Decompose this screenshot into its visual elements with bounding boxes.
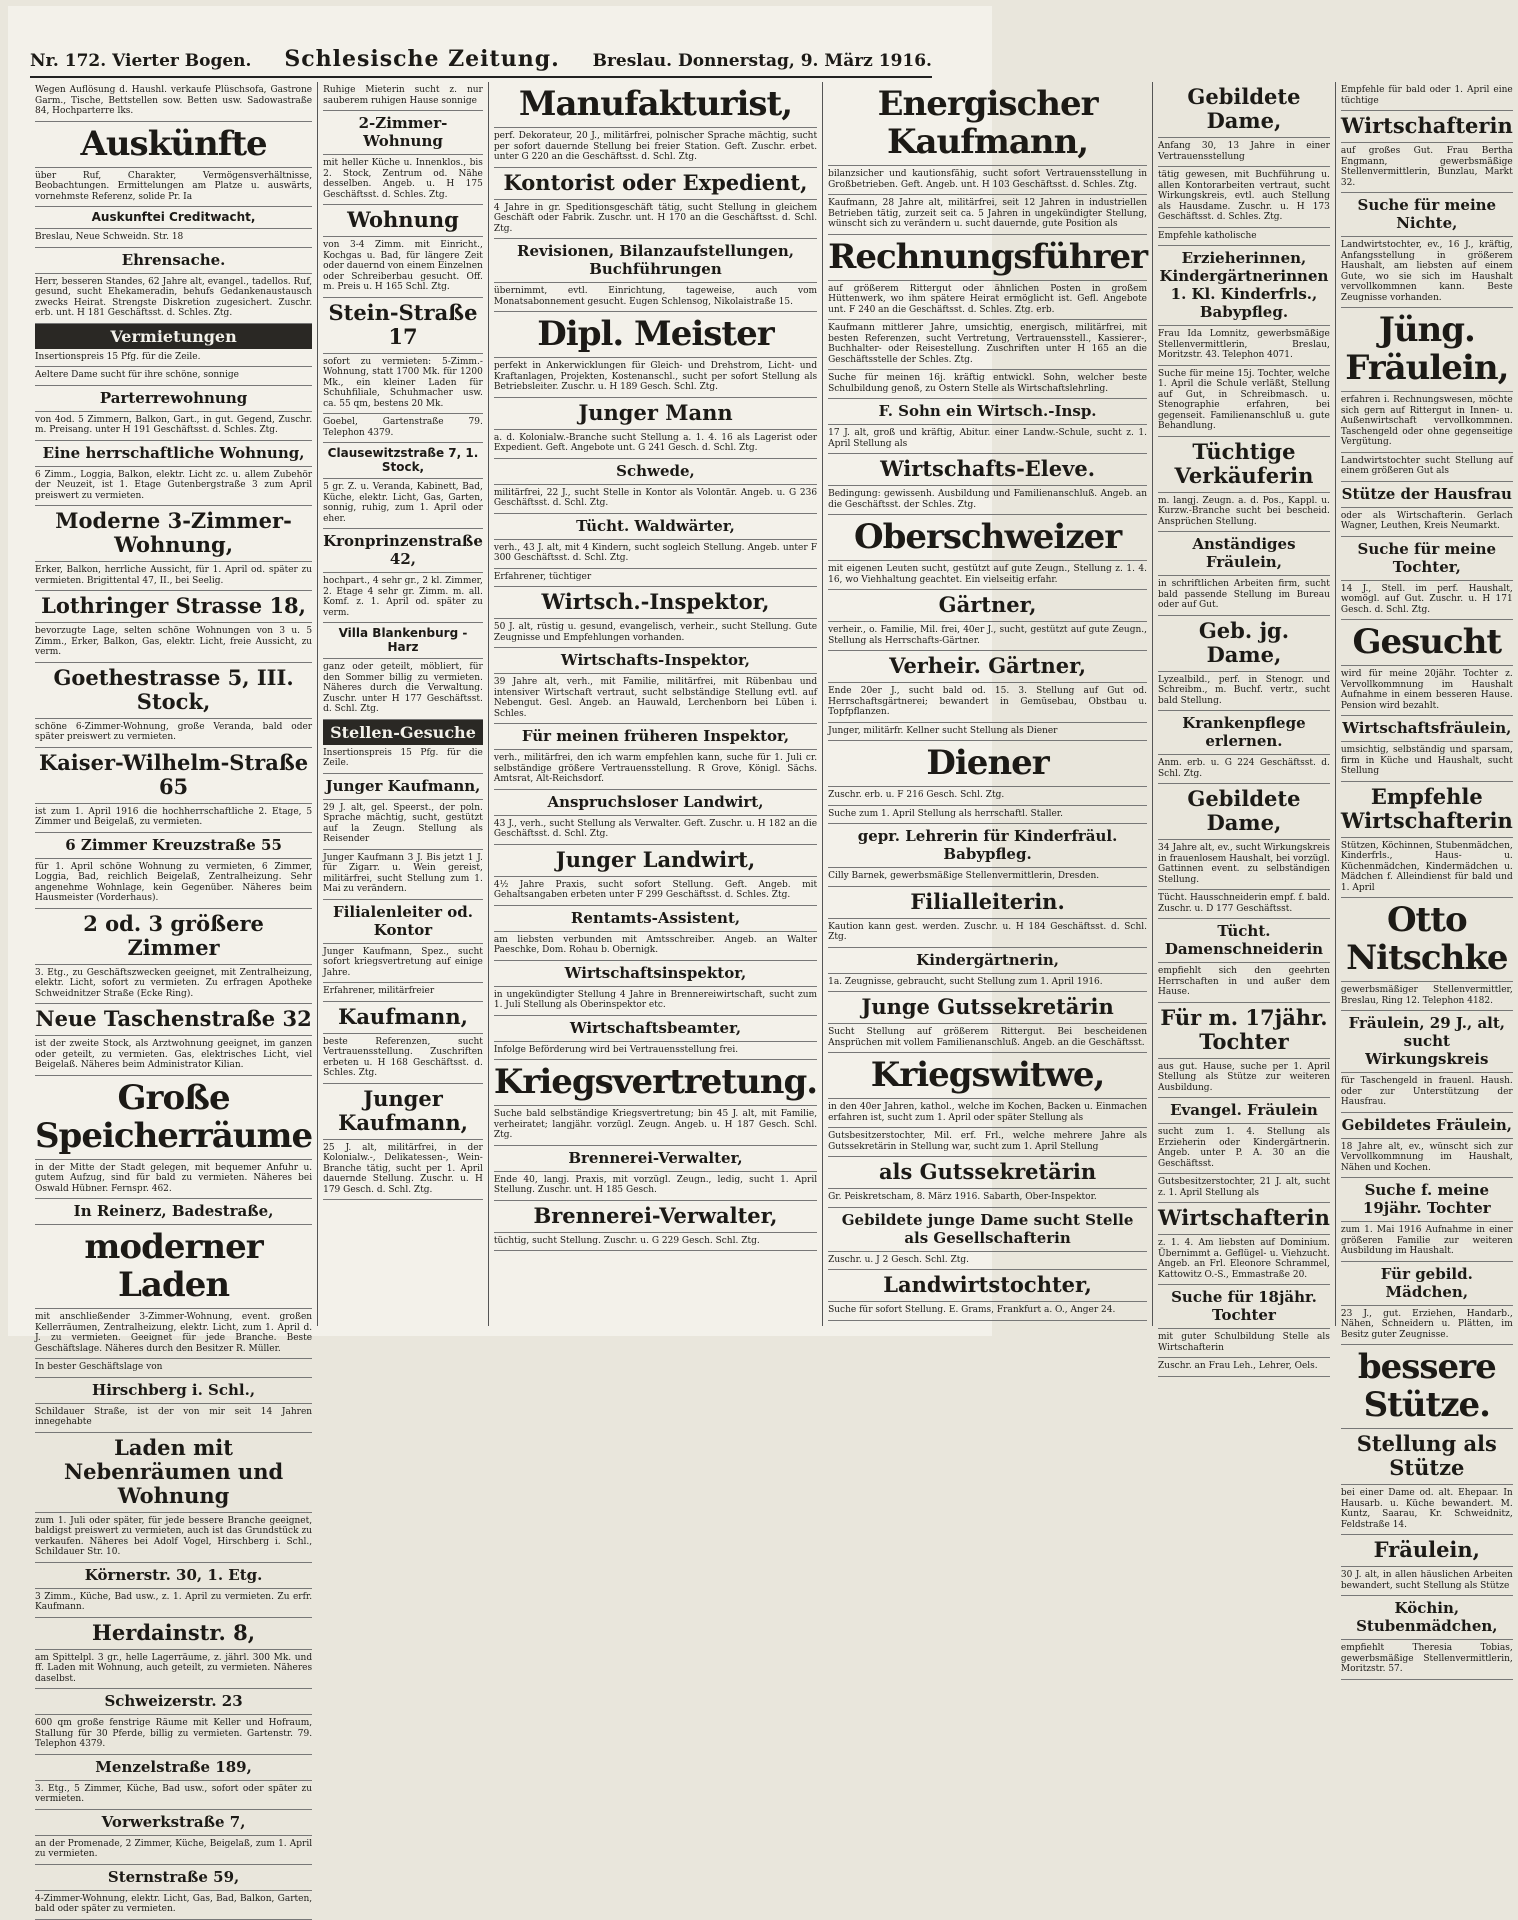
ad-text: Zuschr. u. J 2 Gesch. Schl. Ztg. (828, 1252, 1147, 1271)
ad-headline: Geb. jg. Dame, (1158, 616, 1330, 672)
ad-headline: In Reinerz, Badestraße, (35, 1199, 312, 1225)
ad-text: bevorzugte Lage, selten schöne Wohnungen von 3 u. 5 Zimm., Erker, Balkon, Gas, elektr. Licht, freie Aussicht, zu verm. (35, 623, 312, 663)
ad-headline: Schwede, (494, 459, 817, 485)
ad-text: übernimmt, evtl. Einrichtung, tageweise, auch vom Monatsabonnement gesucht. Eugen Schlensog, Nikolaistraße 15. (494, 283, 817, 312)
ad-headline: Gärtner, (828, 590, 1147, 622)
ad-text: 3. Etg., zu Geschäftszwecken geeignet, mit Zentralheizung, elektr. Licht, sofort zu vermieten. Zu erfragen Apotheke Schweidnitzer Straße (Ecke Ring). (35, 965, 312, 1005)
ad-text: gewerbsmäßiger Stellenvermittler, Breslau, Ring 12. Telephon 4182. (1341, 982, 1513, 1011)
ad-text: sofort zu vermieten: 5-Zimm.-Wohnung, statt 1700 Mk. für 1200 Mk., ein kleiner Laden für Schuhfiliale, Schuhmacher usw. ca. 55 qm, bestens 20 Mk. (323, 354, 483, 415)
ad-text: Ruhige Mieterin sucht z. nur sauberem ruhigen Hause sonnige (323, 82, 483, 111)
ad-headline: Filialenleiter od. Kontor (323, 900, 483, 944)
ad-text: 3 Zimm., Küche, Bad usw., z. 1. April zu vermieten. Zu erfr. Kaufmann. (35, 1589, 312, 1618)
ad-text: Aeltere Dame sucht für ihre schöne, sonnige (35, 367, 312, 386)
ad-text: tätig gewesen, mit Buchführung u. allen Kontorarbeiten vertraut, sucht Wirkungskreis, evtl. auch Stellung als Hausdame. Zuschr. u. H 173 Geschäftsst. d. Schles. Ztg. (1158, 167, 1330, 228)
ad-text: Suche für meinen 16j. kräftig entwickl. Sohn, welcher beste Schulbildung genoß, zu Ostern Stelle als Wirtschaftslehrling. (828, 370, 1147, 399)
ad-text: Schildauer Straße, ist der von mir seit 14 Jahren innegehabte (35, 1404, 312, 1433)
ad-text: a. d. Kolonialw.-Branche sucht Stellung a. 1. 4. 16 als Lagerist oder Expedient. Geft. Angebote unt. G 241 Gesch. d. Schl. Ztg. (494, 430, 817, 459)
ad-text: Erfahrener, tüchtiger (494, 569, 817, 588)
ad-headline: Krankenpflege erlernen. (1158, 711, 1330, 755)
ad-text: zum 1. Mai 1916 Aufnahme in einer größeren Familie zur weiteren Ausbildung im Haushalt. (1341, 1222, 1513, 1262)
ad-text: 4 Jahre in gr. Speditionsgeschäft tätig, sucht Stellung in gleichem Geschäft oder Fabrik. Zuschr. unt. H 170 an die Geschäftsst. d. Schl. Ztg. (494, 200, 817, 240)
ad-headline: Manufakturist, (494, 82, 817, 128)
ad-headline: Neue Taschenstraße 32 (35, 1004, 312, 1036)
ad-text: Zuschr. an Frau Leh., Lehrer, Oels. (1158, 1358, 1330, 1377)
newspaper-page (8, 6, 1513, 1914)
ad-headline: Rentamts-Assistent, (494, 906, 817, 932)
ad-text: Insertionspreis 15 Pfg. für die Zeile. (35, 349, 312, 368)
ad-headline: F. Sohn ein Wirtsch.-Insp. (828, 399, 1147, 425)
ad-headline: Jüng. Fräulein, (1341, 308, 1513, 392)
ad-text: 30 J. alt, in allen häuslichen Arbeiten bewandert, sucht Stellung als Stütze (1341, 1567, 1513, 1596)
ad-headline: Gesucht (1341, 620, 1513, 666)
ad-headline: Eine herrschaftliche Wohnung, (35, 441, 312, 467)
ad-headline: Schweizerstr. 23 (35, 1689, 312, 1715)
ad-headline: Tüchtige Verkäuferin (1158, 437, 1330, 493)
ad-text: Suche zum 1. April Stellung als herrschaftl. Staller. (828, 806, 1147, 825)
ad-headline: Menzelstraße 189, (35, 1755, 312, 1781)
ad-text: z. 1. 4. Am liebsten auf Dominium. Übernimmt a. Geflügel- u. Viehzucht. Angeb. an Frl. Eleonore Schrammel, Kattowitz O.-S., Emmastraße 20. (1158, 1235, 1330, 1285)
ad-text: Junger, militärfr. Kellner sucht Stellung als Diener (828, 723, 1147, 742)
ad-text: Zuschr. erb. u. F 216 Gesch. Schl. Ztg. (828, 787, 1147, 806)
ad-headline: Kaiser-Wilhelm-Straße 65 (35, 748, 312, 804)
ad-text: umsichtig, selbständig und sparsam, firm in Küche und Haushalt, sucht Stellung (1341, 742, 1513, 782)
ad-text: Infolge Beförderung wird bei Vertrauensstellung frei. (494, 1042, 817, 1061)
ad-headline: Villa Blankenburg - Harz (323, 623, 483, 659)
ad-text: ist zum 1. April 1916 die hochherrschaftliche 2. Etage, 5 Zimmer und Beigelaß, zu vermieten. (35, 804, 312, 833)
ad-text: mit heller Küche u. Innenklos., bis 2. Stock, Zentrum od. Nähe desselben. Angeb. u. H 175 Geschäftsst. d. Schles. Ztg. (323, 155, 483, 205)
ad-headline: Kriegswitwe, (828, 1053, 1147, 1099)
ad-text: empfiehlt sich den geehrten Herrschaften in und außer dem Hause. (1158, 963, 1330, 1003)
ad-headline: Gebildete Dame, (1158, 82, 1330, 138)
ad-headline: Suche für meine Tochter, (1341, 537, 1513, 581)
ad-text: Kaution kann gest. werden. Zuschr. u. H 184 Geschäftsst. d. Schl. Ztg. (828, 919, 1147, 948)
ad-text: 4-Zimmer-Wohnung, elektr. Licht, Gas, Bad, Balkon, Garten, bald oder später zu vermieten. (35, 1891, 312, 1920)
dateline: Breslau. Donnerstag, 9. März 1916. (592, 51, 932, 71)
ad-headline: Anständiges Fräulein, (1158, 532, 1330, 576)
ad-headline: Gebildete junge Dame sucht Stelle als Gesellschafterin (828, 1208, 1147, 1252)
ad-headline: Kindergärtnerin, (828, 948, 1147, 974)
ad-headline: 2 od. 3 größere Zimmer (35, 909, 312, 965)
ad-text: Ende 20er J., sucht bald od. 15. 3. Stellung auf Gut od. Herrschaftsgärtnerei; bewandert in Gemüsebau, Obstbau u. Topfpflanzen. (828, 683, 1147, 723)
ad-text: Anm. erb. u. G 224 Geschäftsst. d. Schl. Ztg. (1158, 755, 1330, 784)
ad-headline: Junger Mann (494, 398, 817, 430)
ad-text: Lyzealbild., perf. in Stenogr. und Schreibm., m. Buchf. vertr., sucht bald Stellung. (1158, 672, 1330, 712)
ad-headline: Gebildetes Fräulein, (1341, 1113, 1513, 1139)
ad-text: auf großes Gut. Frau Bertha Engmann, gewerbsmäßige Stellenvermittlerin, Bunzlau, Markt 32. (1341, 143, 1513, 193)
ad-text: ist der zweite Stock, als Arztwohnung geeignet, im ganzen oder geteilt, zu vermieten. Gas, elektrisches Licht, viel Beigelaß. Näheres beim Administrator Kilian. (35, 1036, 312, 1076)
ad-headline: Filialleiterin. (828, 887, 1147, 919)
issue-number: Nr. 172. Vierter Bogen. (30, 51, 252, 71)
ad-text: bilanzsicher und kautionsfähig, sucht sofort Vertrauensstellung in Großbetrieben. Geft. Angeb. unt. H 103 Geschäftsst. d. Schles. Ztg. (828, 166, 1147, 195)
ad-headline: Fräulein, (1341, 1535, 1513, 1567)
ad-text: Wegen Auflösung d. Haushl. verkaufe Plüschsofa, Gastrone Garm., Tische, Bettstellen sow. Betten usw. Sadowastraße 84, Hochparterre lks. (35, 82, 312, 122)
ad-text: wird für meine 20jähr. Tochter z. Vervollkommnung im Haushalt Aufnahme in einem besseren Hause. Pension wird bezahlt. (1341, 666, 1513, 716)
column-2 (318, 82, 489, 1326)
ad-headline: Tücht. Waldwärter, (494, 514, 817, 540)
ad-text: Erker, Balkon, herrliche Aussicht, für 1. April od. später zu vermieten. Brigittental 47, II., bei Seelig. (35, 562, 312, 591)
ad-text: sucht zum 1. 4. Stellung als Erzieherin oder Kindergärtnerin. Angeb. unter P. A. 30 an die Geschäftsst. (1158, 1124, 1330, 1174)
ad-headline: Dipl. Meister (494, 312, 817, 358)
ad-text: über Ruf, Charakter, Vermögensverhältnisse, Beobachtungen. Ermittelungen am Platze u. auswärts, vornehmste Referenz, solide Pr. Ia (35, 168, 312, 208)
ad-text: in den 40er Jahren, kathol., welche im Kochen, Backen u. Einmachen erfahren ist, sucht zum 1. April oder später Stellung als (828, 1099, 1147, 1128)
ad-text: 14 J., Stell. im perf. Haushalt, womögl. auf Gut. Zuschr. u. H 171 Gesch. d. Schl. Ztg. (1341, 581, 1513, 621)
ad-text: perfekt in Ankerwicklungen für Gleich- und Drehstrom, Licht- und Kraftanlagen, Projekten, Kostenanschl., sucht per sofort Stellung als Betriebsleiter. Zuschr. u. H 189 Gesch. Schl. Ztg. (494, 358, 817, 398)
ad-text: beste Referenzen, sucht Vertrauensstellung. Zuschriften erbeten u. H 168 Geschäftsst. d. Schles. Ztg. (323, 1034, 483, 1084)
column-5 (1153, 82, 1336, 1371)
ad-text: für Taschengeld in frauenl. Haush. oder zur Unterstützung der Hausfrau. (1341, 1073, 1513, 1113)
ad-text: Erfahrener, militärfreier (323, 983, 483, 1002)
ad-text: Stützen, Köchinnen, Stubenmädchen, Kinderfrls., Haus- u. Küchenmädchen, Kindermädchen u. Mädchen f. Alleindienst für bald und 1. April (1341, 838, 1513, 899)
ad-headline: Clausewitzstraße 7, 1. Stock, (323, 443, 483, 479)
ad-text: bei einer Dame od. alt. Ehepaar. In Hausarb. u. Küche bewandert. M. Kuntz, Saarau, Kr. Schweidnitz, Feldstraße 14. (1341, 1485, 1513, 1535)
ad-text: 39 Jahre alt, verh., mit Familie, militärfrei, mit Rübenbau und intensiver Wirtschaft vertraut, sucht selbständige Stellung evtl. auf Nebengut. Gesl. Angeb. an Hauwald, Lerchenborn bei Lüben i. Schles. (494, 674, 817, 724)
ad-headline: Kaufmann, (323, 1002, 483, 1034)
ad-headline: 2-Zimmer-Wohnung (323, 111, 483, 155)
ad-text: oder als Wirtschafterin. Gerlach Wagner, Leuthen, Kreis Neumarkt. (1341, 508, 1513, 537)
ad-headline: Energischer Kaufmann, (828, 82, 1147, 166)
ad-text: 25 J. alt, militärfrei, in der Kolonialw.-, Delikatessen-, Wein-Branche tätig, sucht per 1. April dauernde Stellung. Zuschr. u. H 179 Gesch. d. Schl. Ztg. (323, 1140, 483, 1201)
ad-text: tüchtig, sucht Stellung. Zuschr. u. G 229 Gesch. Schl. Ztg. (494, 1233, 817, 1252)
ad-headline: Kontorist oder Expedient, (494, 168, 817, 200)
ad-text: Bedingung: gewissenh. Ausbildung und Familienanschluß. Angeb. an die Geschäftsst. der Schles. Ztg. (828, 486, 1147, 515)
ad-headline: Tücht. Damenschneiderin (1158, 919, 1330, 963)
ad-text: Gr. Peiskretscham, 8. März 1916. Sabarth, Ober-Inspektor. (828, 1189, 1147, 1208)
ad-text: Kaufmann mittlerer Jahre, umsichtig, energisch, militärfrei, mit besten Referenzen, sucht Vertretung, Vertrauensstell., Kassierer-, Buchhalter- oder Reisestellung. Zuschriften unter H 165 an die Geschäftsstelle der Schles. Ztg. (828, 320, 1147, 370)
ad-text: 600 qm große fenstrige Räume mit Keller und Hofraum, Stallung für 30 Pferde, billig zu vermieten. Gartenstr. 79. Telephon 4379. (35, 1715, 312, 1755)
ad-headline: Wirtschaftsbeamter, (494, 1016, 817, 1042)
ad-text: auf größerem Rittergut oder ähnlichen Posten in großem Hüttenwerk, wo ihm spätere Heirat ermöglicht ist. Gefl. Angebote unt. F 240 an die Geschäftsst. d. Schles. Ztg. erb. (828, 281, 1147, 321)
ad-text: verheir., o. Familie, Mil. frei, 40er J., sucht, gestützt auf gute Zeugn., Stellung als Herrschafts-Gärtner. (828, 622, 1147, 651)
ad-text: in der Mitte der Stadt gelegen, mit bequemer Anfuhr u. gutem Aufzug, sind für bald zu vermieten. Näheres bei Oswald Hübner. Fernspr. 462. (35, 1160, 312, 1200)
ad-columns (30, 82, 1513, 1914)
ad-text: Junger Kaufmann 3 J. Bis jetzt 1 J. für Zigarr. u. Wein gereist, militärfrei, sucht Stellung zum 1. Mai zu verändern. (323, 850, 483, 900)
ad-headline: Anspruchsloser Landwirt, (494, 790, 817, 816)
ad-text: Empfehle katholische (1158, 228, 1330, 247)
ad-headline: Evangel. Fräulein (1158, 1098, 1330, 1124)
ad-headline: Wirtsch.-Inspektor, (494, 587, 817, 619)
ad-text: für 1. April schöne Wohnung zu vermieten, 6 Zimmer, Loggia, Bad, reichlich Beigelaß, Zentralheizung. Sehr angenehme Wohnlage, kein Gegenüber. Näheres beim Hausmeister (Vorderhaus). (35, 859, 312, 909)
ad-headline: Suche f. meine 19jähr. Tochter (1341, 1178, 1513, 1222)
ad-headline: Stellung als Stütze (1341, 1429, 1513, 1485)
ad-text: In bester Geschäftslage von (35, 1359, 312, 1378)
ad-text: verh., 43 J. alt, mit 4 Kindern, sucht sogleich Stellung. Angeb. unter F 300 Geschäftsst. d. Schl. Ztg. (494, 540, 817, 569)
ad-text: Kaufmann, 28 Jahre alt, militärfrei, seit 12 Jahren in industriellen Betrieben tätig, zurzeit seit ca. 5 Jahren in ungekündigter Stellung, wünscht sich zu verändern u. sucht dauernde, gute Position als (828, 195, 1147, 235)
column-6 (1336, 82, 1518, 1674)
section-heading: Stellen-Gesuche (323, 720, 483, 745)
ad-headline: bessere Stütze. (1341, 1345, 1513, 1429)
ad-headline: Goethestrasse 5, III. Stock, (35, 663, 312, 719)
ad-headline: Junger Kaufmann, (323, 1084, 483, 1140)
ad-headline: Brennerei-Verwalter, (494, 1146, 817, 1172)
ad-text: Cilly Barnek, gewerbsmäßige Stellenvermittlerin, Dresden. (828, 868, 1147, 887)
ad-headline: Fräulein, 29 J., alt, sucht Wirkungskreis (1341, 1011, 1513, 1073)
ad-headline: gepr. Lehrerin für Kinderfräul. Babypfleg. (828, 824, 1147, 868)
ad-headline: Auskunftei Creditwacht, (35, 207, 312, 229)
ad-text: 23 J., gut. Erziehen, Handarb., Nähen, Schneidern u. Plätten, im Besitz guter Zeugnisse. (1341, 1306, 1513, 1346)
ad-text: Sucht Stellung auf größerem Rittergut. Bei bescheidenen Ansprüchen mit vollem Familienanschluß. Angeb. an die Geschäftsst. (828, 1024, 1147, 1053)
ad-text: Goebel, Gartenstraße 79. Telephon 4379. (323, 414, 483, 443)
ad-headline: Suche für 18jähr. Tochter (1158, 1285, 1330, 1329)
ad-headline: Ehrensache. (35, 248, 312, 274)
column-4 (823, 82, 1153, 1326)
masthead (30, 46, 932, 78)
ad-headline: Parterrewohnung (35, 386, 312, 412)
ad-text: 1a. Zeugnisse, gebraucht, sucht Stellung zum 1. April 1916. (828, 974, 1147, 993)
ad-text: Herr, besseren Standes, 62 Jahre alt, evangel., tadellos. Ruf, gesund, sucht Ehekameradin, behufs Gedankenaustausch zwecks Heirat. Strengste Diskretion zugesichert. Zuschr. erb. unt. H 181 Geschäftsst. d. Schles. Ztg. (35, 274, 312, 324)
ad-text: Suche für sofort Stellung. E. Grams, Frankfurt a. O., Anger 24. (828, 1302, 1147, 1321)
ad-headline: Moderne 3-Zimmer-Wohnung, (35, 506, 312, 562)
ad-headline: Wirtschaftsinspektor, (494, 961, 817, 987)
ad-headline: Stütze der Hausfrau (1341, 482, 1513, 508)
ad-text: am liebsten verbunden mit Amtsschreiber. Angeb. an Walter Paeschke, Dom. Rohau b. Obernigk. (494, 932, 817, 961)
ad-headline: Otto Nitschke (1341, 898, 1513, 982)
ad-text: mit eigenen Leuten sucht, gestützt auf gute Zeugn., Stellung z. 1. 4. 16, wo Viehhaltung geachtet. Ein vielseitig erfahr. (828, 561, 1147, 590)
ad-text: Junger Kaufmann, Spez., sucht sofort kriegsvertretung auf einige Jahre. (323, 944, 483, 984)
ad-headline: Suche für meine Nichte, (1341, 193, 1513, 237)
ad-text: am Spittelpl. 3 gr., helle Lagerräume, z. jährl. 300 Mk. und ff. Laden mit Wohnung, auch geteilt, zu vermieten. Näheres daselbst. (35, 1650, 312, 1690)
ad-text: m. langj. Zeugn. a. d. Pos., Kappl. u. Kurzw.-Branche sucht bei bescheid. Ansprüchen Stellung. (1158, 493, 1330, 533)
ad-headline: Sternstraße 59, (35, 1865, 312, 1891)
ad-text: 3. Etg., 5 Zimmer, Küche, Bad usw., sofort oder später zu vermieten. (35, 1781, 312, 1810)
ad-headline: Köchin, Stubenmädchen, (1341, 1596, 1513, 1640)
ad-headline: Rechnungsführer (828, 235, 1147, 281)
ad-headline: Empfehle Wirtschafterin (1341, 782, 1513, 838)
ad-text: Suche bald selbständige Kriegsvertretung; bin 45 J. alt, mit Familie, verheiratet; langjähr. vorzügl. Zeugn. Angeb. u. H 187 Gesch. Schl. Ztg. (494, 1106, 817, 1146)
ad-headline: Wirtschafts-Inspektor, (494, 648, 817, 674)
ad-headline: Junger Kaufmann, (323, 774, 483, 800)
ad-text: hochpart., 4 sehr gr., 2 kl. Zimmer, 2. Etage 4 sehr gr. Zimm. m. all. Komf. z. 1. April od. später zu verm. (323, 573, 483, 623)
ad-headline: Landwirtstochter, (828, 1270, 1147, 1302)
ad-headline: Verheir. Gärtner, (828, 651, 1147, 683)
ad-text: in schriftlichen Arbeiten firm, sucht bald passende Stellung im Bureau oder auf Gut. (1158, 576, 1330, 616)
ad-text: Gutsbesitzerstochter, 21 J. alt, sucht z. 1. April Stellung als (1158, 1174, 1330, 1203)
ad-headline: Für meinen früheren Inspektor, (494, 724, 817, 750)
ad-headline: Große Speicherräume (35, 1076, 312, 1160)
column-3 (489, 82, 823, 1326)
ad-text: Landwirtstochter, ev., 16 J., kräftig, Anfangsstellung in größerem Haushalt, am liebsten auf einem Gute, wo sie sich im Haushalt vervollkommnen kann. Beste Zeugnisse vorhanden. (1341, 237, 1513, 308)
ad-headline: Erzieherinnen, Kindergärtnerinnen 1. Kl. Kinderfrls., Babypfleg. (1158, 246, 1330, 326)
ad-headline: Vorwerkstraße 7, (35, 1810, 312, 1836)
ad-text: empfiehlt Theresia Tobias, gewerbsmäßige Stellenvermittlerin, Moritzstr. 57. (1341, 1640, 1513, 1680)
ad-text: Anfang 30, 13 Jahre in einer Vertrauensstellung (1158, 138, 1330, 167)
ad-text: 18 Jahre alt, ev., wünscht sich zur Vervollkommnung im Haushalt, Nähen und Kochen. (1341, 1139, 1513, 1179)
ad-text: zum 1. Juli oder später, für jede bessere Branche geeignet, baldigst preiswert zu vermieten, auch ist das Grundstück zu verkaufen. Näheres bei Adolf Vogel, Hirschberg i. Schl., Schildauer Str. 10. (35, 1513, 312, 1563)
ad-text: ganz oder geteilt, möbliert, für den Sommer billig zu vermieten. Näheres durch die Verwaltung. Zuschr. unter H 177 Geschäftsst. d. Schl. Ztg. (323, 659, 483, 720)
ad-headline: Wirtschafterin (1158, 1203, 1330, 1235)
ad-text: Tücht. Hausschneiderin empf. f. bald. Zuschr. u. D 177 Geschäftsst. (1158, 890, 1330, 919)
ad-headline: Wirtschafterin (1341, 111, 1513, 143)
ad-headline: Für gebild. Mädchen, (1341, 1262, 1513, 1306)
ad-text: militärfrei, 22 J., sucht Stelle in Kontor als Volontär. Angeb. u. G 236 Geschäftsst. d. Schl. Ztg. (494, 485, 817, 514)
ad-headline: Wirtschaftsfräulein, (1341, 716, 1513, 742)
ad-headline: Körnerstr. 30, 1. Etg. (35, 1563, 312, 1589)
ad-headline: als Gutssekretärin (828, 1157, 1147, 1189)
ad-text: verh., militärfrei, den ich warm empfehlen kann, suche für 1. Juli cr. selbständige größere Vertrauensstellung. R Grove, Königl. Sächs. Amtsrat, Alt-Reichsdorf. (494, 750, 817, 790)
ad-text: Ende 40, langj. Praxis, mit vorzügl. Zeugn., ledig, sucht 1. April Stellung. Zuschr. unt. H 185 Gesch. (494, 1172, 817, 1201)
ad-text: in ungekündigter Stellung 4 Jahre in Brennereiwirtschaft, sucht zum 1. Juli Stellung als Oberinspektor etc. (494, 987, 817, 1016)
ad-text: Gutsbesitzerstochter, Mil. erf. Frl., welche mehrere Jahre als Gutssekretärin in Stellung war, sucht zum 1. April Stellung (828, 1128, 1147, 1157)
ad-headline: Wohnung (323, 205, 483, 237)
ad-headline: Kriegsvertretung. (494, 1060, 817, 1106)
ad-text: 43 J., verh., sucht Stellung als Verwalter. Geft. Zuschr. u. H 182 an die Geschäftsst. d. Schl. Ztg. (494, 816, 817, 845)
ad-text: von 4od. 5 Zimmern, Balkon, Gart., in gut. Gegend, Zuschr. m. Preisang. unter H 191 Geschäftsst. d. Schles. Ztg. (35, 412, 312, 441)
ad-text: schöne 6-Zimmer-Wohnung, große Veranda, bald oder später preiswert zu vermieten. (35, 719, 312, 748)
ad-text: an der Promenade, 2 Zimmer, Küche, Beigelaß, zum 1. April zu vermieten. (35, 1836, 312, 1865)
ad-text: erfahren i. Rechnungswesen, möchte sich gern auf Rittergut in Innen- u. Außenwirtschaft vervollkommnen. Taschengeld oder ohne gegenseitige Vergütung. (1341, 392, 1513, 453)
ad-text: Suche für meine 15j. Tochter, welche 1. April die Schule verläßt, Stellung auf Gut, in Schreibmasch. u. Stenographie erfahren, bei gegenseit. Familienanschluß u. gute Behandlung. (1158, 366, 1330, 437)
ad-text: mit anschließender 3-Zimmer-Wohnung, event. großen Kellerräumen, Zentralheizung, elektr. Licht, zum 1. April d. J. zu vermieten. Geeignet für jede Branche. Beste Geschäftslage. Näheres durch den Besitzer R. Müller. (35, 1309, 312, 1359)
ad-headline: Gebildete Dame, (1158, 784, 1330, 840)
ad-headline: Brennerei-Verwalter, (494, 1201, 817, 1233)
ad-text: Empfehle für bald oder 1. April eine tüchtige (1341, 82, 1513, 111)
ad-text: Frau Ida Lomnitz, gewerbsmäßige Stellenvermittlerin, Breslau, Moritzstr. 43. Telephon 4071. (1158, 326, 1330, 366)
ad-headline: Herdainstr. 8, (35, 1618, 312, 1650)
ad-headline: Revisionen, Bilanzaufstellungen, Buchführungen (494, 239, 817, 283)
ad-text: 17 J. alt, groß und kräftig, Abitur. einer Landw.-Schule, sucht z. 1. April Stellung als (828, 425, 1147, 454)
column-1 (30, 82, 318, 1914)
ad-text: 5 gr. Z. u. Veranda, Kabinett, Bad, Küche, elektr. Licht, Gas, Garten, sonnig, ruhig, zum 1. April oder eher. (323, 479, 483, 529)
ad-text: 4½ Jahre Praxis, sucht sofort Stellung. Geft. Angeb. mit Gehaltsangaben erbeten unter F 299 Geschäftsst. d. Schles. Ztg. (494, 877, 817, 906)
ad-text: mit guter Schulbildung Stelle als Wirtschafterin (1158, 1329, 1330, 1358)
ad-text: Landwirtstochter sucht Stellung auf einem größeren Gut als (1341, 453, 1513, 482)
ad-headline: Hirschberg i. Schl., (35, 1378, 312, 1404)
ad-text: 29 J. alt, gel. Speerst., der poln. Sprache mächtig, sucht, gestützt auf la Zeugn. Stellung als Reisender (323, 800, 483, 850)
ad-headline: Oberschweizer (828, 515, 1147, 561)
ad-text: 6 Zimm., Loggia, Balkon, elektr. Licht zc. u. allem Zubehör der Neuzeit, ist 1. Etage Gutenbergstraße 3 zum April preiswert zu vermieten. (35, 467, 312, 507)
ad-headline: 6 Zimmer Kreuzstraße 55 (35, 833, 312, 859)
ad-headline: Junge Gutssekretärin (828, 992, 1147, 1024)
ad-headline: Auskünfte (35, 122, 312, 168)
ad-headline: Diener (828, 741, 1147, 787)
ad-headline: moderner Laden (35, 1225, 312, 1309)
ad-text: perf. Dekorateur, 20 J., militärfrei, polnischer Sprache mächtig, sucht per sofort dauernde Stellung bei freier Station. Geft. Zuschr. erbet. unter G 220 an die Geschäftsst. d. Schl. Ztg. (494, 128, 817, 168)
ad-text: von 3-4 Zimm. mit Einricht., Kochgas u. Bad, für längere Zeit oder dauernd von einem Einzelnen oder Schreiberbau gesucht. Off. m. Preis u. H 165 Schl. Ztg. (323, 237, 483, 298)
ad-text: 50 J. alt, rüstig u. gesund, evangelisch, verheir., sucht Stellung. Gute Zeugnisse und Empfehlungen vorhanden. (494, 619, 817, 648)
ad-headline: Laden mit Nebenräumen und Wohnung (35, 1433, 312, 1513)
ad-headline: Wirtschafts-Eleve. (828, 454, 1147, 486)
ad-headline: Für m. 17jähr. Tochter (1158, 1003, 1330, 1059)
ad-text: Insertionspreis 15 Pfg. für die Zeile. (323, 745, 483, 774)
newspaper-title: Schlesische Zeitung. (284, 46, 560, 72)
ad-headline: Junger Landwirt, (494, 845, 817, 877)
ad-headline: Stein-Straße 17 (323, 298, 483, 354)
ad-text: Breslau, Neue Schweidn. Str. 18 (35, 229, 312, 248)
ad-headline: Lothringer Strasse 18, (35, 591, 312, 623)
ad-text: aus gut. Hause, suche per 1. April Stellung als Stütze zur weiteren Ausbildung. (1158, 1059, 1330, 1099)
ad-text: 34 Jahre alt, ev., sucht Wirkungskreis in frauenlosem Haushalt, bei vorzügl. Gattinnen event. zu selbständigen Stellung. (1158, 840, 1330, 890)
ad-headline: Kronprinzenstraße 42, (323, 529, 483, 573)
section-heading: Vermietungen (35, 324, 312, 349)
